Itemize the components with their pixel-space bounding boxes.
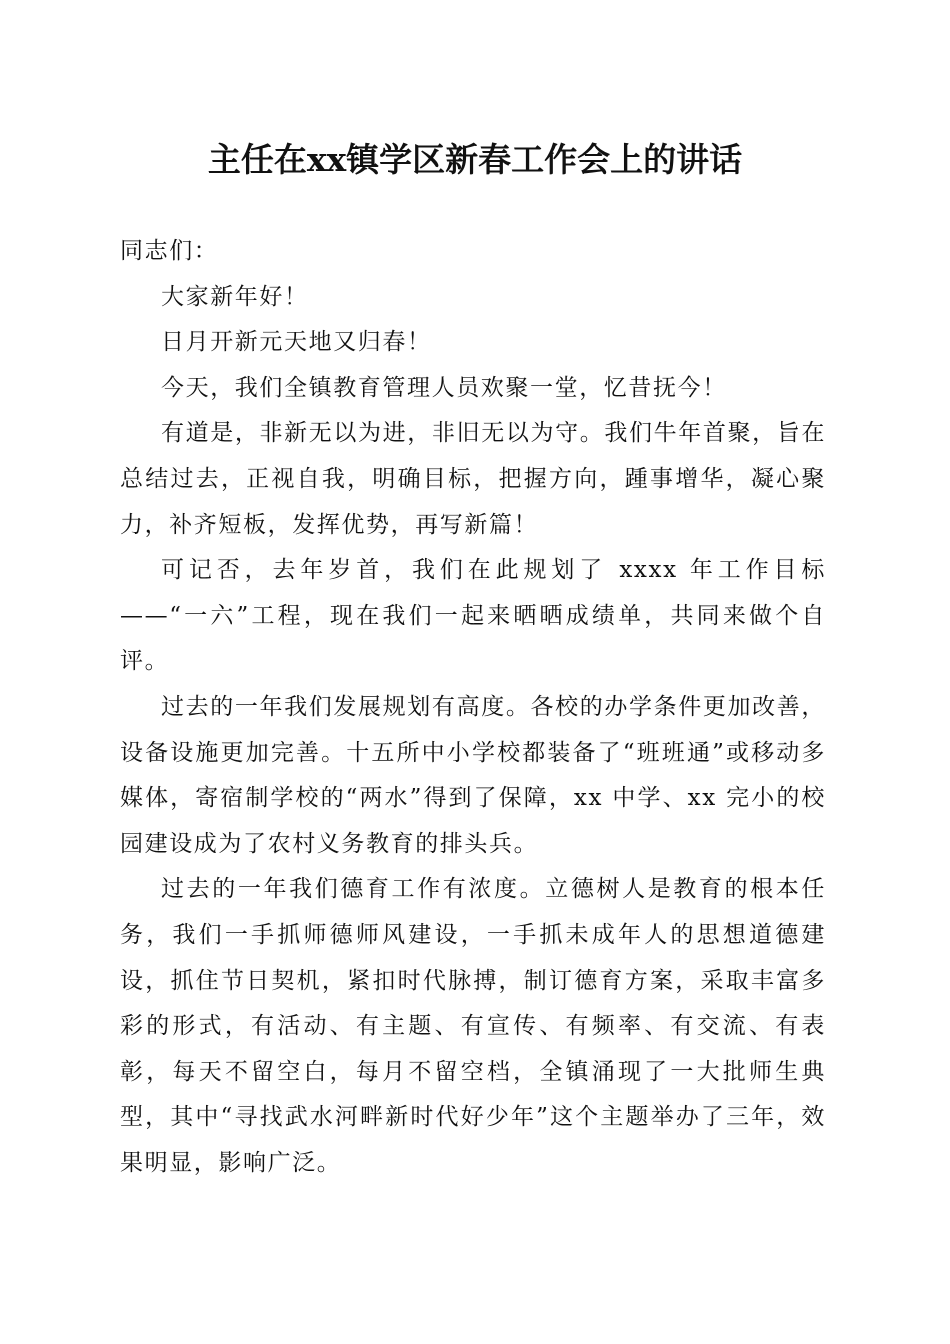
paragraph-purpose: 有道是，非新无以为进，非旧无以为守。我们牛年首聚，旨在总结过去，正视自我，明确目标，把握方向，踵事增华，凝心聚力，补齐短板，发挥优势，再写新篇！ [120, 420, 826, 538]
document-title: 主任在xx镇学区新春工作会上的讲话 [207, 140, 743, 179]
paragraph-greeting: 大家新年好！ [161, 283, 309, 310]
paragraph-development-planning: 过去的一年我们发展规划有高度。各校的办学条件更加改善，设备设施更加完善。十五所中小学校都装备了“班班通”或移动多媒体，寄宿制学校的“两水”得到了保障，xx 中学、xx 完小的校园建设成为了农村义务教育的排头兵。 [120, 693, 826, 857]
paragraph-moral-education: 过去的一年我们德育工作有浓度。立德树人是教育的根本任务，我们一手抓师德师风建设，一手抓未成年人的思想道德建设，抓住节日契机，紧扣时代脉搏，制订德育方案，采取丰富多彩的形式，有活动、有主题、有宣传、有频率、有交流、有表彰，每天不留空白，每月不留空档，全镇涌现了一大批师生典型，其中“寻找武水河畔新时代好少年”这个主题举办了三年，效果明显，影响广泛。 [120, 876, 826, 1176]
paragraph-gathering: 今天，我们全镇教育管理人员欢聚一堂，忆昔抚今！ [161, 374, 727, 401]
paragraph-new-year: 日月开新元天地又归春！ [161, 329, 432, 356]
salutation: 同志们： [120, 238, 219, 264]
paragraph-goals-review: 可记否，去年岁首，我们在此规划了 xxxx 年工作目标——“一六”工程，现在我们一起来晒晒成绩单，共同来做个自评。 [120, 557, 826, 675]
document-body [120, 229, 826, 1186]
